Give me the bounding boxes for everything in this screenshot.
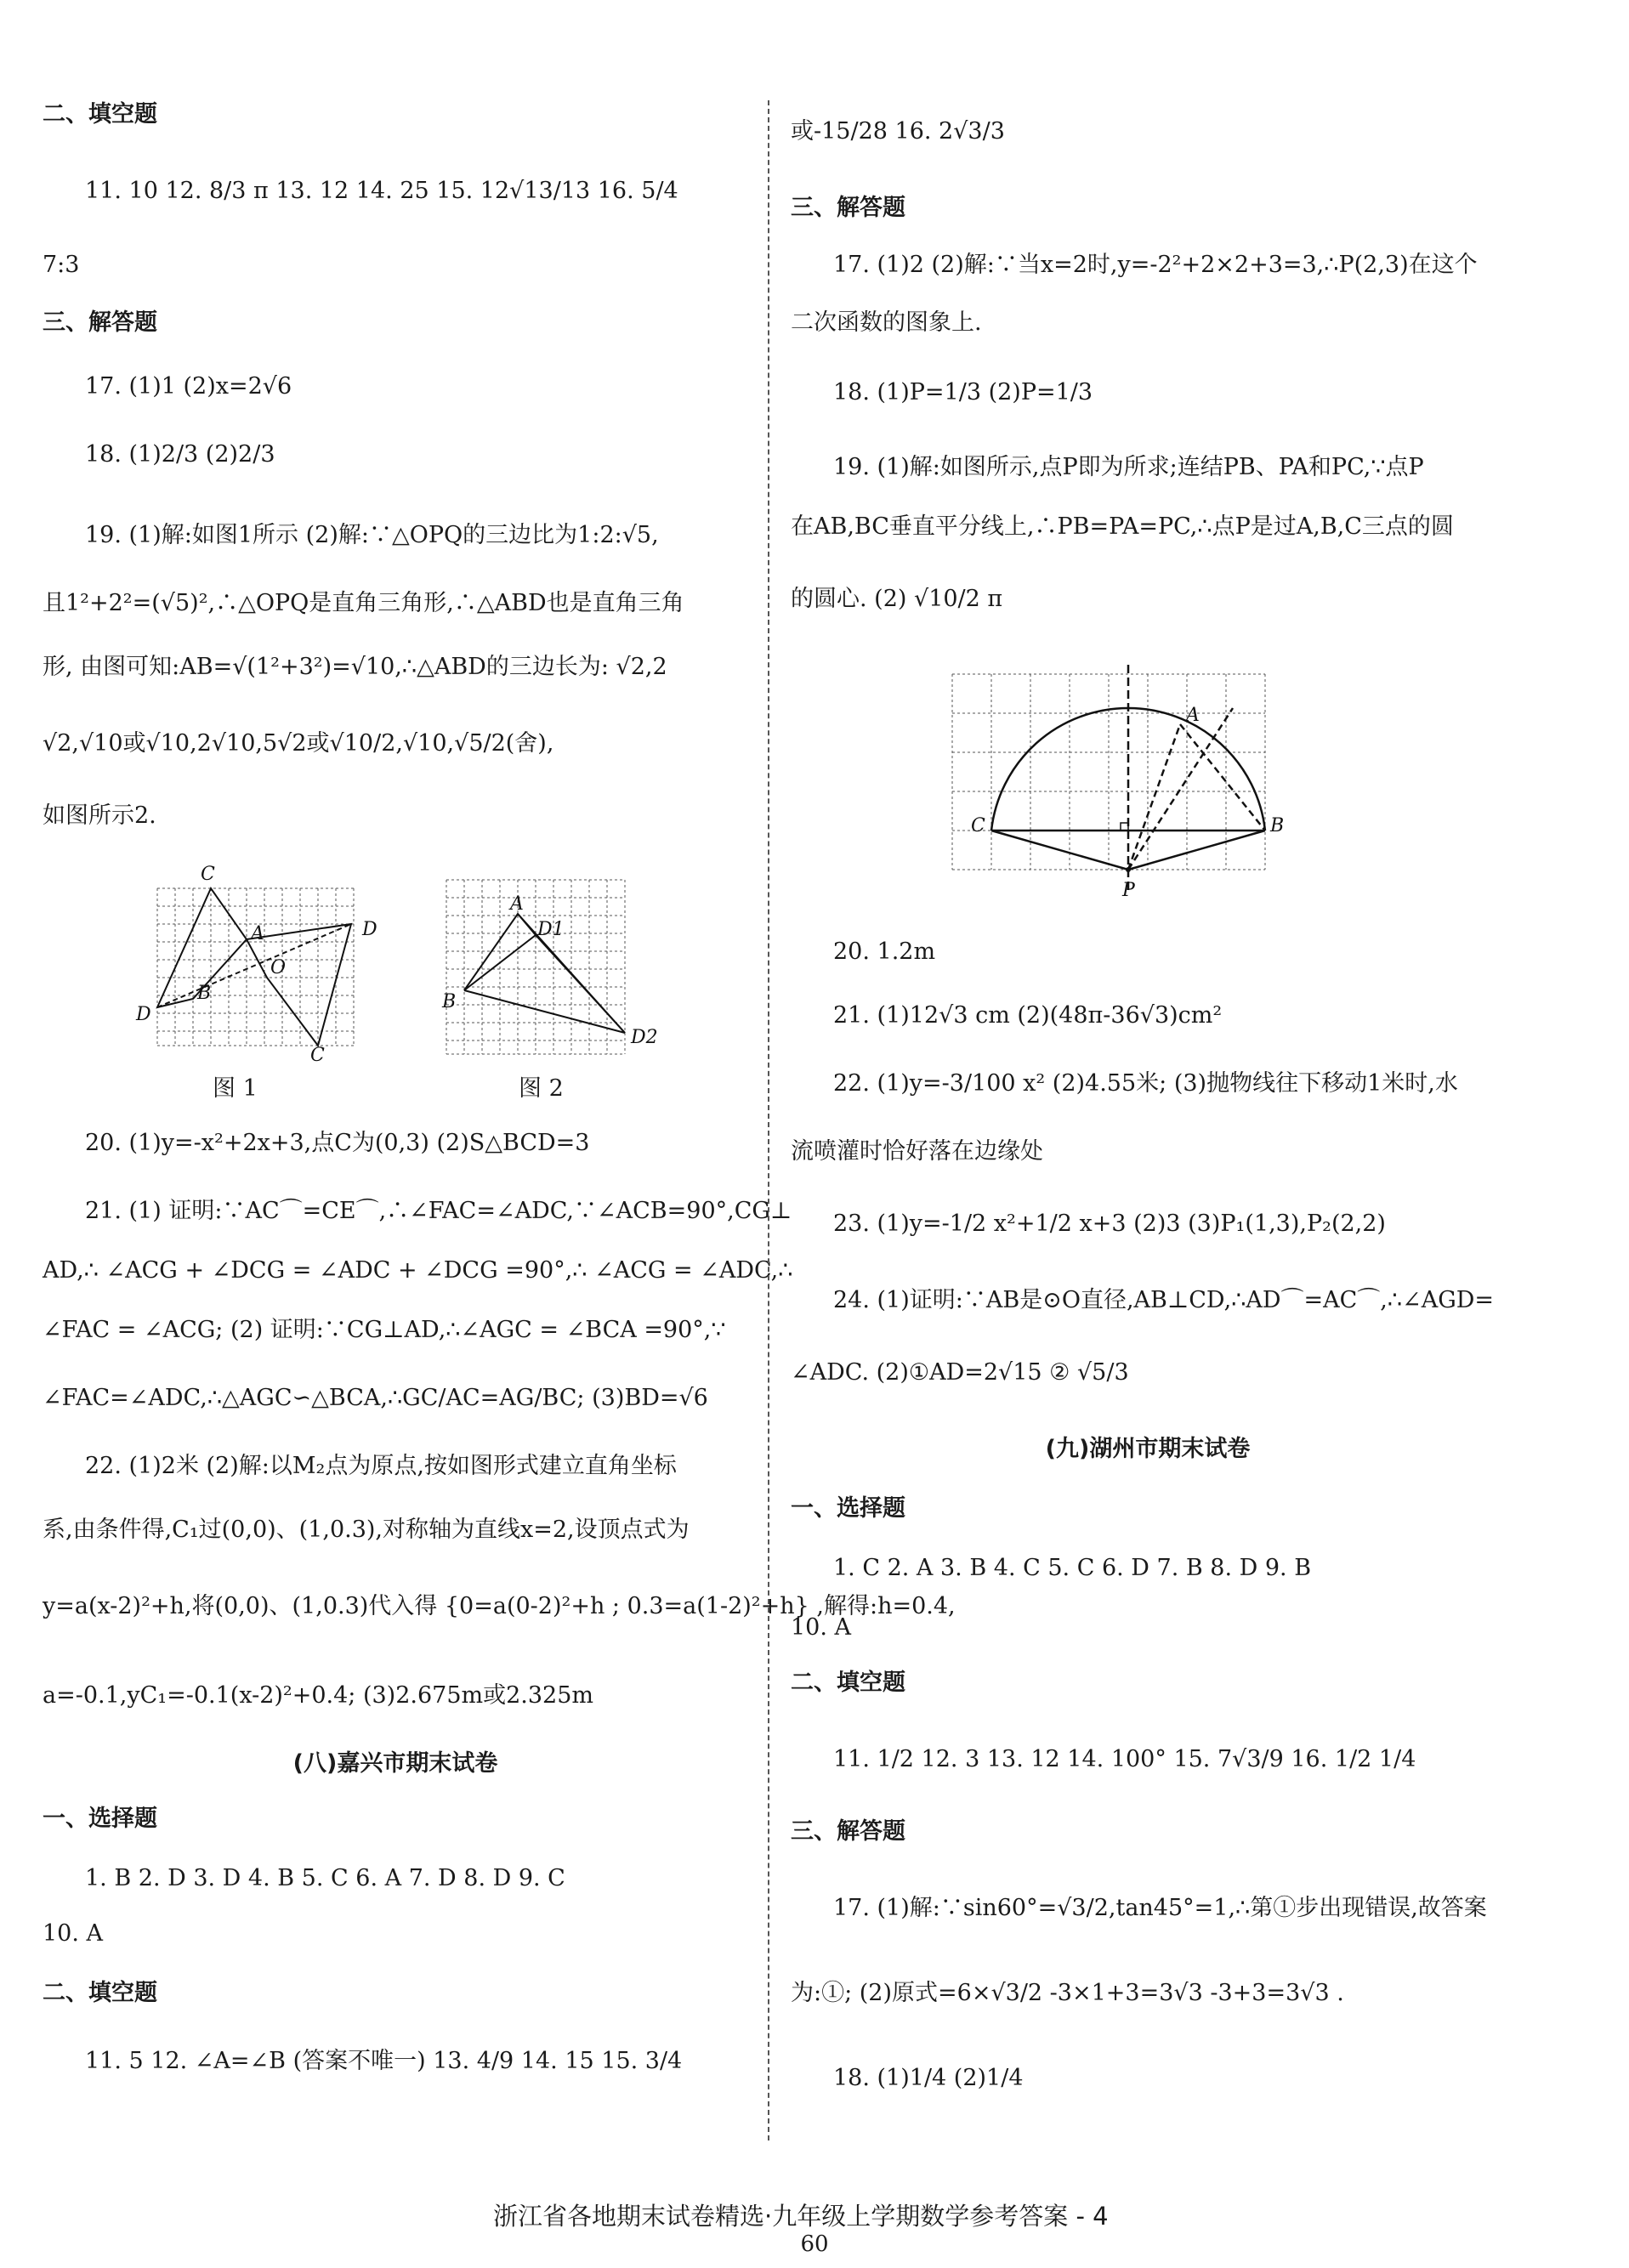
answer-line: 22. (1)2米 (2)解:以M₂点为原点,按如图形式建立直角坐标: [85, 1453, 677, 1479]
answer-line: 18. (1)2/3 (2)2/3: [85, 441, 275, 468]
answer-line: 11. 1/2 12. 3 13. 12 14. 100° 15. 7√3/9 16. 1/2 1/4: [833, 1746, 1416, 1772]
answer-line: √2,√10或√10,2√10,5√2或√10/2,√10,√5/2(舍),: [43, 730, 554, 757]
figure-1-caption: 图 1: [213, 1075, 258, 1102]
answer-line: 18. (1)P=1/3 (2)P=1/3: [833, 379, 1093, 405]
answer-line: 22. (1)y=-3/100 x² (2)4.55米; (3)抛物线往下移动1米时,水: [833, 1070, 1458, 1097]
answer-line: 在AB,BC垂直平分线上,∴PB=PA=PC,∴点P是过A,B,C三点的圆: [791, 513, 1454, 540]
fig3-label: P: [1122, 880, 1135, 901]
answer-line: a=-0.1,yC₁=-0.1(x-2)²+0.4; (3)2.675m或2.325m: [43, 1682, 594, 1709]
answer-line: 形, 由图可知:AB=√(1²+3²)=√10,∴△ABD的三边长为: √2,2: [43, 654, 667, 680]
right-column: [791, 0, 1505, 2176]
answer-line: 24. (1)证明:∵AB是⊙O直径,AB⊥CD,∴AD⌒=AC⌒,∴∠AGD=: [833, 1287, 1495, 1313]
fig3-label: B: [1270, 815, 1285, 836]
answer-line: 23. (1)y=-1/2 x²+1/2 x+3 (2)3 (3)P₁(1,3),P₂(2,2): [833, 1211, 1386, 1237]
answer-line: 18. (1)1/4 (2)1/4: [833, 2065, 1024, 2091]
section-heading: 二、填空题: [43, 101, 157, 128]
section-title: (八)嘉兴市期末试卷: [292, 1750, 498, 1777]
section-heading: 一、选择题: [791, 1495, 905, 1522]
answer-line: 19. (1)解:如图1所示 (2)解:∵△OPQ的三边比为1:2:√5,: [85, 522, 659, 548]
answer-line: ∠FAC=∠ADC,∴△AGC∽△BCA,∴GC/AC=AG/BC; (3)BD=√6: [43, 1385, 708, 1411]
answer-line: 17. (1)2 (2)解:∵当x=2时,y=-2²+2×2+3=3,∴P(2,3)在这个: [833, 252, 1478, 278]
answer-line: 1. B 2. D 3. D 4. B 5. C 6. A 7. D 8. D 9. C: [85, 1865, 565, 1891]
section-heading: 三、解答题: [791, 1818, 905, 1845]
answer-line: 10. A: [791, 1614, 852, 1641]
fig2-label: A: [510, 893, 524, 915]
fig1-label: C: [310, 1045, 325, 1066]
answer-line: y=a(x-2)²+h,将(0,0)、(1,0.3)代入得 {0=a(0-2)²+h ; 0.3=a(1-2)²+h} ,解得:h=0.4,: [43, 1593, 956, 1619]
page-footer: 浙江省各地期末试卷精选·九年级上学期数学参考答案 - 4: [493, 2202, 1109, 2231]
figure-2-caption: 图 2: [519, 1075, 564, 1102]
answer-line: 19. (1)解:如图所示,点P即为所求;连结PB、PA和PC,∵点P: [833, 454, 1424, 480]
fig1-label: B: [197, 983, 212, 1004]
answer-line: AD,∴ ∠ACG + ∠DCG = ∠ADC + ∠DCG =90°,∴ ∠ACG = ∠ADC,∴: [43, 1257, 793, 1284]
fig1-label: A: [251, 923, 264, 944]
answer-line: 或-15/28 16. 2√3/3: [791, 118, 1005, 145]
answer-line: 11. 5 12. ∠A=∠B (答案不唯一) 13. 4/9 14. 15 15. 3/4: [85, 2048, 683, 2074]
fig2-label: D2: [631, 1027, 658, 1048]
answer-line: 1. C 2. A 3. B 4. C 5. C 6. D 7. B 8. D 9. B: [833, 1555, 1312, 1581]
section-heading: 二、填空题: [43, 1980, 157, 2006]
section-heading: 一、选择题: [43, 1806, 157, 1832]
answer-line: 17. (1)解:∵sin60°=√3/2,tan45°=1,∴第①步出现错误,故答案: [833, 1895, 1487, 1921]
answer-line: 如图所示2.: [43, 802, 156, 829]
answer-line: ∠FAC = ∠ACG; (2) 证明:∵CG⊥AD,∴∠AGC = ∠BCA =90°,∵: [43, 1317, 726, 1343]
section-heading: 二、填空题: [791, 1670, 905, 1696]
answer-line: 为:①; (2)原式=6×√3/2 -3×1+3=3√3 -3+3=3√3 .: [791, 1980, 1344, 2006]
page-number: 60: [800, 2231, 829, 2257]
fig3-label: C: [971, 815, 985, 836]
answer-line: 21. (1) 证明:∵AC⌒=CE⌒,∴∠FAC=∠ADC,∵∠ACB=90°,CG⊥: [85, 1198, 792, 1224]
answer-line: 系,由条件得,C₁过(0,0)、(1,0.3),对称轴为直线x=2,设顶点式为: [43, 1517, 690, 1543]
answer-line: 流喷灌时恰好落在边缘处: [791, 1138, 1043, 1165]
fig1-label: D: [136, 1004, 151, 1025]
answer-line: 10. A: [43, 1920, 104, 1947]
answer-line: 7:3: [43, 252, 80, 278]
section-heading: 三、解答题: [43, 309, 157, 336]
fig1-label: O: [270, 957, 287, 978]
column-divider: [768, 100, 769, 2140]
fig2-label: B: [442, 991, 457, 1012]
answer-line: 20. (1)y=-x²+2x+3,点C为(0,3) (2)S△BCD=3: [85, 1130, 590, 1156]
answer-line: 17. (1)1 (2)x=2√6: [85, 373, 292, 400]
section-title: (九)湖州市期末试卷: [1045, 1436, 1251, 1462]
answer-line: 21. (1)12√3 cm (2)(48π-36√3)cm²: [833, 1002, 1223, 1029]
section-heading: 三、解答题: [791, 195, 905, 221]
answer-line: 11. 10 12. 8/3 π 13. 12 14. 25 15. 12√13/13 16. 5/4: [85, 178, 678, 204]
answer-line: 且1²+2²=(√5)²,∴△OPQ是直角三角形,∴△ABD也是直角三角: [43, 590, 684, 616]
figure-1: [136, 854, 417, 1066]
answer-line: 二次函数的图象上.: [791, 309, 982, 336]
fig3-label: A: [1186, 705, 1200, 726]
fig2-label: D1: [537, 919, 565, 940]
figure-3: [944, 653, 1285, 901]
fig1-label: C: [201, 864, 215, 885]
answer-line: 的圆心. (2) √10/2 π: [791, 586, 1003, 612]
fig1-label: D: [362, 919, 377, 940]
answer-line: 20. 1.2m: [833, 938, 936, 965]
figure-2: [434, 863, 723, 1067]
answer-line: ∠ADC. (2)①AD=2√15 ② √5/3: [791, 1359, 1129, 1386]
